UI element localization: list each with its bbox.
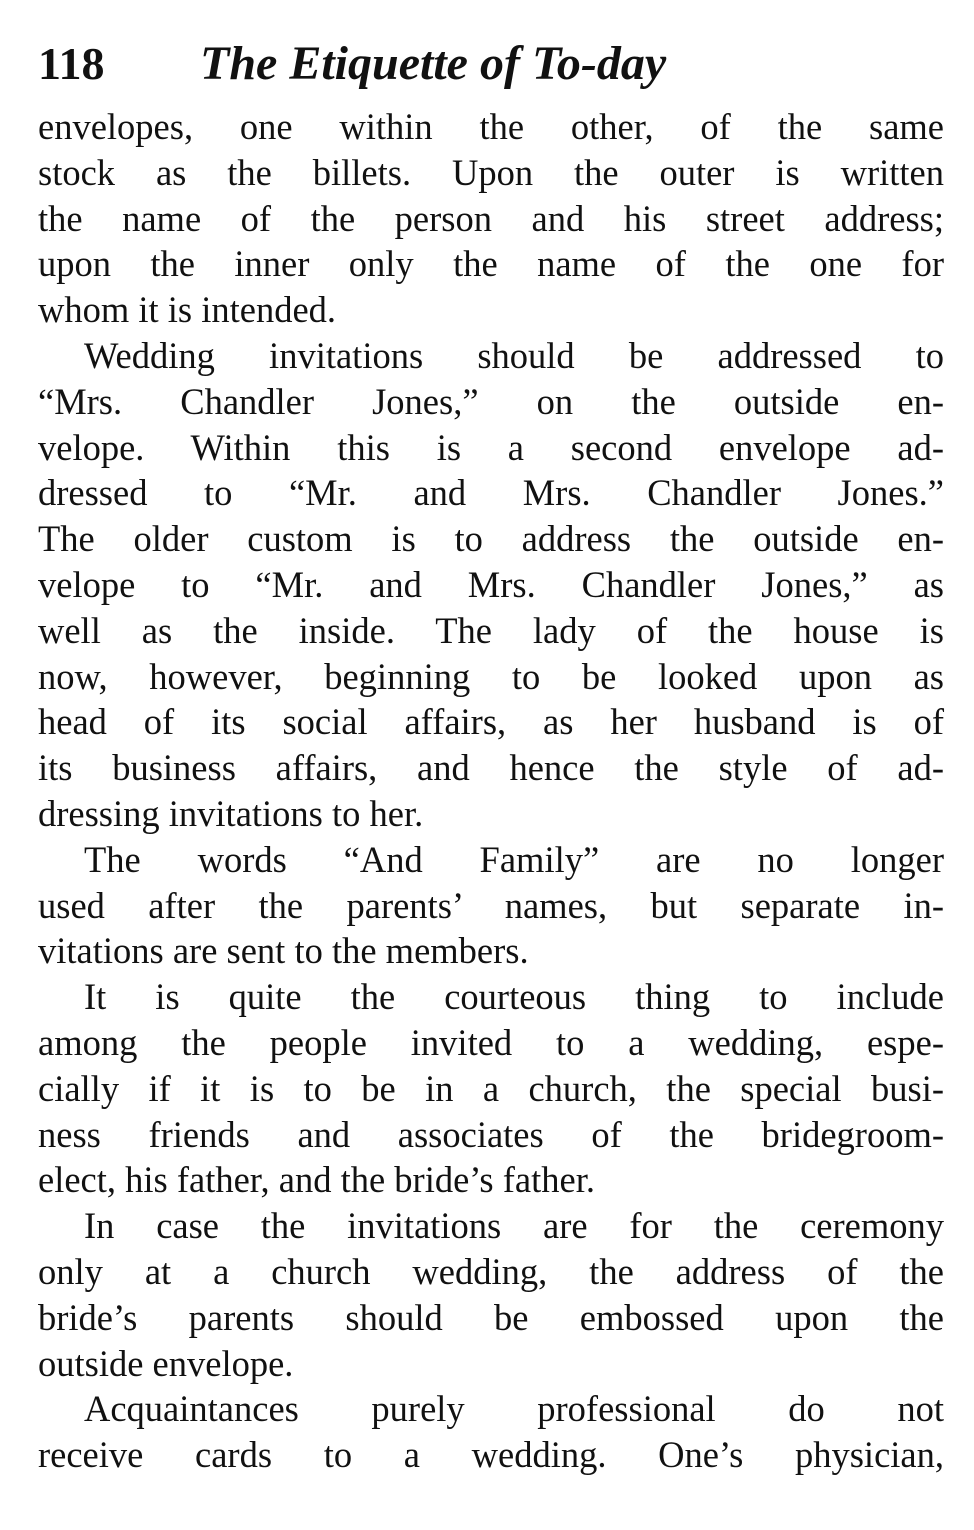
text-line: receive cards to a wedding. One’s physician, [38,1434,944,1476]
paragraph [38,1386,944,1478]
text-line: The older custom is to address the outside en- [38,518,944,560]
text-line: “Mrs. Chandler Jones,” on the outside en- [38,380,944,422]
running-head [38,24,944,104]
text-line: whom it is intended. [38,289,337,331]
paragraph [38,974,944,1203]
text-line: only at a church wedding, the address of the [38,1250,944,1292]
text-line: Wedding invitations should be addressed to [84,334,944,376]
text-line: velope. Within this is a second envelope ad- [38,426,944,468]
running-title: The Etiquette of To-day [200,37,667,90]
text-line: outside envelope. [38,1342,294,1384]
text-line: stock as the billets. Upon the outer is written [38,151,944,193]
paragraph [38,104,944,333]
text-line: The words “And Family” are no longer [84,838,944,880]
text-line: now, however, beginning to be looked upon as [38,655,944,697]
text-line: dressed to “Mr. and Mrs. Chandler Jones.” [38,472,944,514]
text-line: envelopes, one within the other, of the same [38,106,944,147]
text-line: vitations are sent to the members. [38,930,529,972]
text-line: its business affairs, and hence the style of ad- [38,747,944,789]
text-line: well as the inside. The lady of the house is [38,609,944,651]
text-line: dressing invitations to her. [38,792,424,834]
text-line: bride’s parents should be embossed upon the [38,1296,944,1338]
text-line: Acquaintances purely professional do not [84,1388,944,1430]
text-line: velope to “Mr. and Mrs. Chandler Jones,” as [38,563,944,605]
text-line: It is quite the courteous thing to include [84,976,944,1018]
paragraph [38,837,944,974]
page-number: 118 [38,38,105,89]
text-line: elect, his father, and the bride’s father. [38,1159,595,1201]
text-line: used after the parents’ names, but separate in- [38,884,944,926]
text-line: the name of the person and his street address; [38,197,944,239]
body-text [38,104,944,1478]
text-line: among the people invited to a wedding, espe- [38,1021,944,1063]
paragraph [38,1203,944,1386]
text-line: cially if it is to be in a church, the special busi- [38,1067,944,1109]
text-line: ness friends and associates of the bridegroom- [38,1113,944,1155]
text-line: head of its social affairs, as her husband is of [38,701,944,743]
text-line: upon the inner only the name of the one for [38,243,944,285]
book-page [38,24,944,1478]
paragraph [38,333,944,837]
text-line: In case the invitations are for the ceremony [84,1205,944,1247]
